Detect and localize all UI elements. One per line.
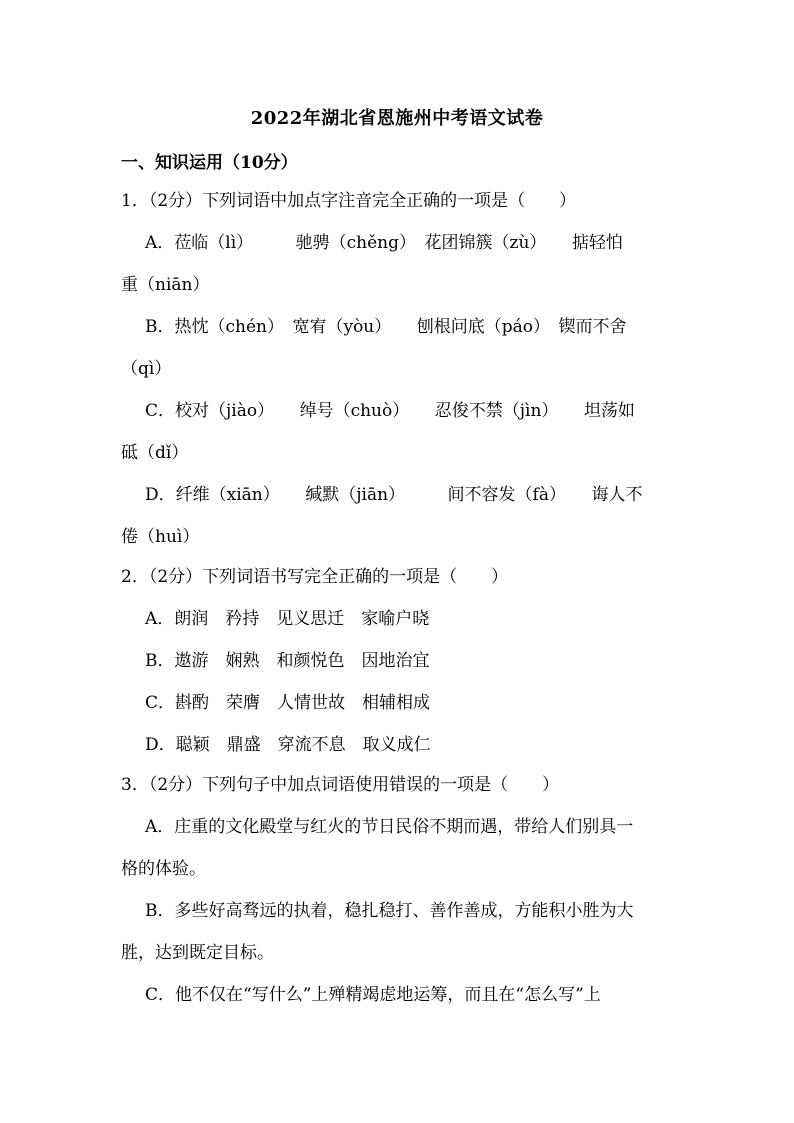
page-title: 2022年湖北省恩施州中考语文试卷 — [250, 108, 544, 129]
section-heading: 一、知识运用（10分） — [121, 153, 298, 173]
question-1-option-b: B．热忱（chén） 宽宥（yòu） 刨根问底（páo） 锲而不舍 — [145, 317, 627, 337]
question-2-option-a: A．朗润 矜持 见义思迁 家喻户晓 — [145, 609, 430, 629]
question-2-stem: 2．（2分）下列词语书写完全正确的一项是（ ） — [121, 567, 509, 587]
question-1-option-a: A．莅临（lì） 驰骋（chěng） 花团锦簇（zù） 掂轻怕 — [145, 233, 623, 253]
question-1-option-a-cont: 重（niān） — [121, 275, 210, 295]
question-1-option-d-cont: 倦（huì） — [121, 527, 200, 547]
question-3-option-c: C．他不仅在“写什么”上殚精竭虑地运筹，而且在“怎么写”上 — [145, 985, 601, 1005]
question-2-option-c: C．斟酌 荣膺 人情世故 相辅相成 — [145, 693, 431, 713]
question-3-option-a: A．庄重的文化殿堂与红火的节日民俗不期而遇，带给人们别具一 — [145, 817, 634, 837]
question-3-option-b-cont: 胜，达到既定目标。 — [121, 943, 274, 963]
question-1-option-c: C．校对（jiào） 绰号（chuò） 忍俊不禁（jìn） 坦荡如 — [145, 401, 635, 421]
question-2-option-b: B．遨游 娴熟 和颜悦色 因地治宜 — [145, 651, 430, 671]
question-3-option-b: B．多些好高骛远的执着，稳扎稳打、善作善成，方能积小胜为大 — [145, 901, 634, 921]
question-1-option-c-cont: 砥（dǐ） — [121, 443, 189, 463]
question-2-option-d: D．聪颖 鼎盛 穿流不息 取义成仁 — [145, 735, 431, 755]
question-1-stem: 1．（2分）下列词语中加点字注音完全正确的一项是（ ） — [121, 191, 577, 211]
question-3-option-a-cont: 格的体验。 — [121, 859, 206, 879]
question-1-option-b-cont: （qì） — [121, 359, 172, 379]
question-3-stem: 3．（2分）下列句子中加点词语使用错误的一项是（ ） — [121, 775, 560, 795]
question-1-option-d: D．纤维（xiān） 缄默（jiān） 间不容发（fà） 诲人不 — [145, 485, 643, 505]
